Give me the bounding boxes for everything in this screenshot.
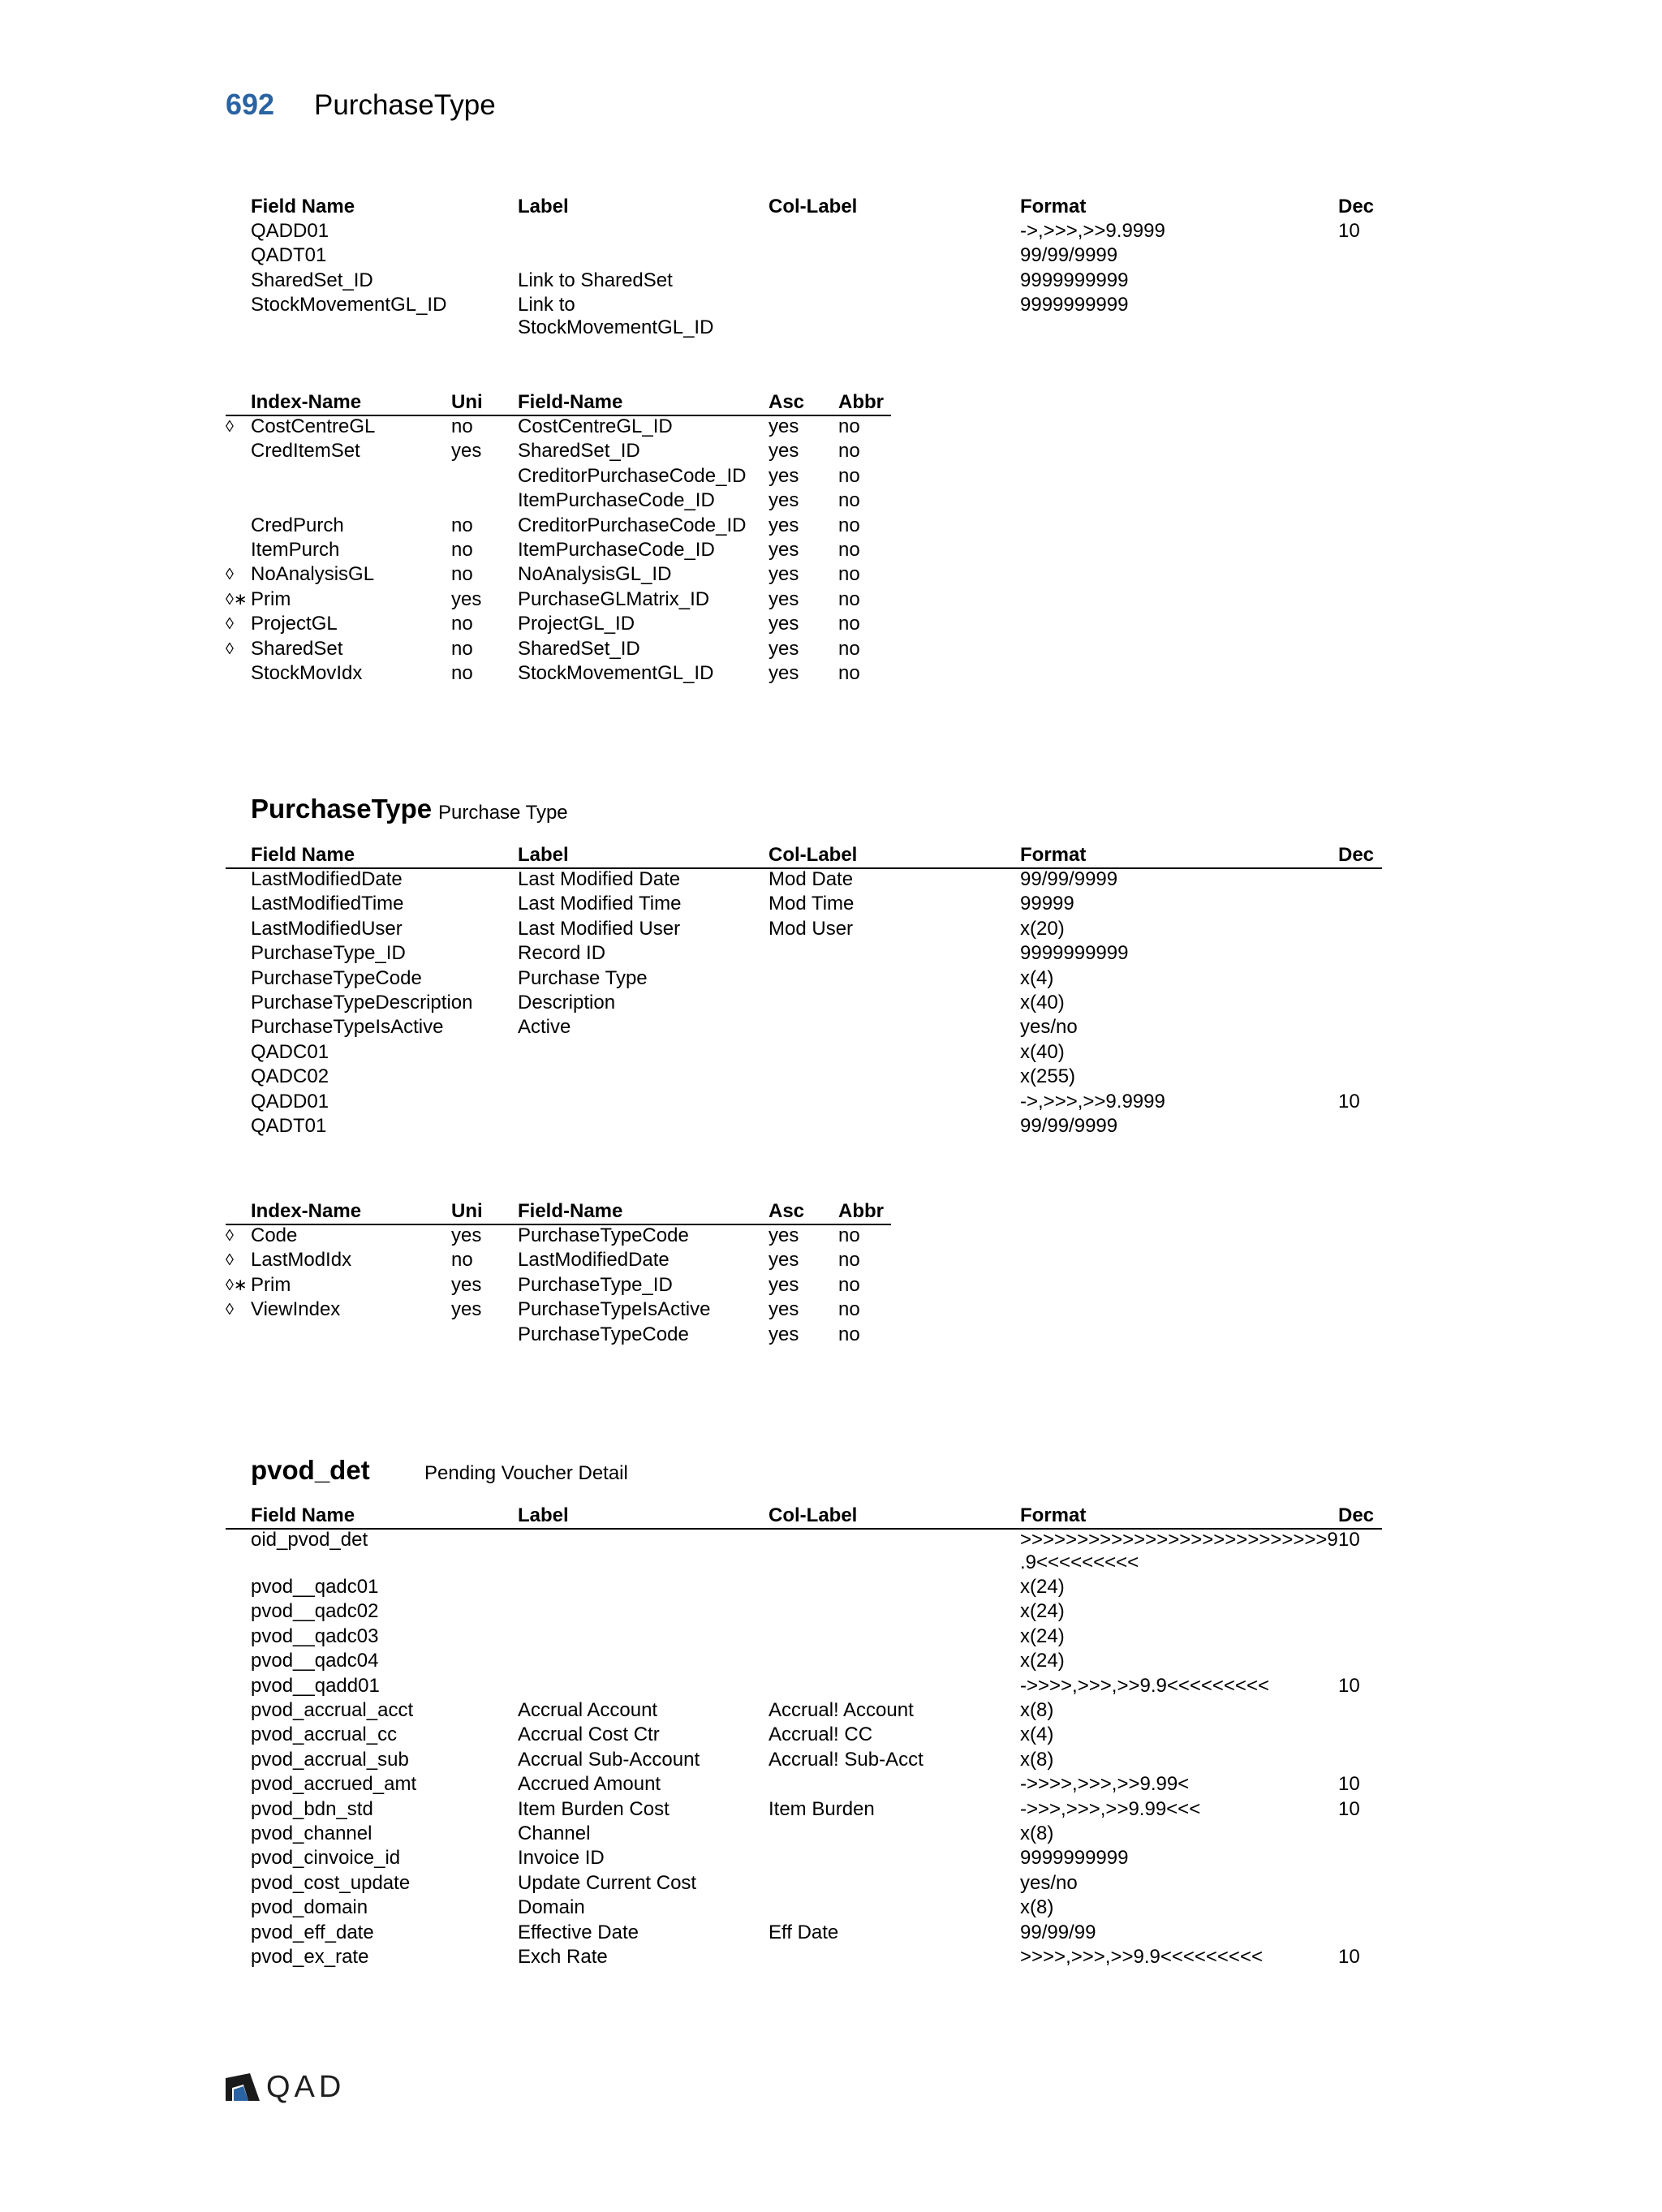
field-name: PurchaseTypeIsActive bbox=[251, 1016, 444, 1039]
field-name: pvod_ex_rate bbox=[251, 1946, 369, 1968]
table-row bbox=[226, 293, 1382, 339]
table-row bbox=[226, 1528, 1382, 1573]
header-col-label: Col-Label bbox=[769, 1504, 858, 1526]
table-row bbox=[226, 966, 1382, 991]
index-abbreviated: no bbox=[838, 489, 860, 512]
field-col-label: Eff Date bbox=[769, 1921, 839, 1943]
field-col-label: Accrual! CC bbox=[769, 1724, 873, 1746]
purchasetype-table-description: Purchase Type bbox=[438, 802, 568, 824]
table-row bbox=[226, 917, 1382, 941]
index-abbreviated: no bbox=[838, 1298, 860, 1321]
field-name: pvod_accrued_amt bbox=[251, 1773, 417, 1796]
field-name: pvod_cost_update bbox=[251, 1871, 411, 1894]
qad-logo-text: QAD bbox=[266, 2070, 346, 2104]
field-label: Invoice ID bbox=[518, 1847, 605, 1870]
field-col-label: Accrual! Sub-Acct bbox=[769, 1748, 924, 1771]
field-decimals: 10 bbox=[1338, 1797, 1360, 1820]
index-field-name: SharedSet_ID bbox=[518, 637, 640, 660]
purchasetype-field-table bbox=[226, 843, 1382, 1143]
table-row bbox=[226, 1698, 1382, 1723]
table-row bbox=[226, 1871, 1382, 1896]
index-marker: ◊∗ bbox=[226, 1276, 248, 1294]
table-row bbox=[226, 1575, 1382, 1599]
index-marker: ◊ bbox=[226, 418, 234, 436]
index-unique: no bbox=[451, 637, 473, 660]
index-row bbox=[226, 488, 891, 513]
header-label: Label bbox=[518, 844, 569, 866]
index-unique: yes bbox=[451, 1224, 482, 1246]
index-ascending: yes bbox=[769, 1273, 799, 1296]
qad-logo bbox=[226, 2070, 346, 2105]
field-label: Channel bbox=[518, 1823, 591, 1844]
index-abbreviated: no bbox=[838, 613, 860, 635]
index-header-name: Index-Name bbox=[251, 391, 362, 413]
field-format: x(24) bbox=[1020, 1625, 1065, 1647]
index-header-field: Field-Name bbox=[518, 391, 623, 413]
index-ascending: yes bbox=[769, 464, 799, 487]
index-abbreviated: no bbox=[838, 415, 860, 437]
field-format: x(8) bbox=[1020, 1896, 1054, 1919]
table-row bbox=[226, 1797, 1382, 1822]
header-format: Format bbox=[1020, 196, 1087, 217]
qad-logo-icon bbox=[226, 2073, 260, 2101]
table-row bbox=[226, 1674, 1382, 1698]
table-row bbox=[226, 1748, 1382, 1772]
header-dec: Dec bbox=[1338, 844, 1375, 866]
index-abbreviated: no bbox=[838, 539, 860, 561]
continued-index-table bbox=[226, 390, 891, 691]
index-field-name: NoAnalysisGL_ID bbox=[518, 563, 672, 586]
index-field-name: PurchaseTypeCode bbox=[518, 1224, 689, 1246]
field-format: x(24) bbox=[1020, 1600, 1065, 1623]
index-ascending: yes bbox=[769, 563, 799, 586]
index-marker: ◊∗ bbox=[226, 590, 248, 609]
field-format: 99/99/9999 bbox=[1020, 244, 1118, 267]
table-row bbox=[226, 991, 1382, 1015]
index-ascending: yes bbox=[769, 637, 799, 660]
field-format: x(8) bbox=[1020, 1823, 1054, 1844]
table-row bbox=[226, 219, 1382, 243]
field-label: Exch Rate bbox=[518, 1946, 608, 1968]
field-name: LastModifiedUser bbox=[251, 917, 403, 940]
table-row bbox=[226, 1896, 1382, 1920]
field-name: QADC02 bbox=[251, 1065, 329, 1088]
field-name: pvod__qadc04 bbox=[251, 1650, 379, 1672]
index-unique: no bbox=[451, 415, 473, 437]
header-col-label: Col-Label bbox=[769, 844, 858, 866]
field-format: >>>>>>>>>>>>>>>>>>>>>>>>>>>9 bbox=[1020, 1529, 1338, 1551]
field-format: ->,>>>,>>9.9999 bbox=[1020, 220, 1165, 242]
field-name: pvod_accrual_acct bbox=[251, 1699, 414, 1721]
purchasetype-table-name: PurchaseType bbox=[251, 794, 433, 824]
index-unique: yes bbox=[451, 1273, 482, 1296]
field-format: 99/99/9999 bbox=[1020, 868, 1118, 890]
index-row bbox=[226, 415, 891, 439]
index-row bbox=[226, 1248, 891, 1272]
page-number: 692 bbox=[226, 88, 275, 121]
field-label: Item Burden Cost bbox=[518, 1797, 670, 1820]
index-field-name: PurchaseTypeIsActive bbox=[518, 1298, 711, 1321]
index-row bbox=[226, 1298, 891, 1322]
index-name: CredPurch bbox=[251, 514, 344, 536]
header-dec: Dec bbox=[1338, 196, 1375, 217]
field-label-cont: StockMovementGL_ID bbox=[518, 316, 714, 339]
index-unique: yes bbox=[451, 587, 482, 610]
index-row bbox=[226, 514, 891, 538]
index-name: Prim bbox=[251, 1273, 291, 1296]
index-abbreviated: no bbox=[838, 1224, 860, 1246]
field-format: 9999999999 bbox=[1020, 294, 1129, 316]
field-format: 99999 bbox=[1020, 893, 1074, 915]
index-ascending: yes bbox=[769, 613, 799, 635]
field-format: ->>>>,>>>,>>9.99< bbox=[1020, 1773, 1190, 1796]
table-row bbox=[226, 1921, 1382, 1945]
field-format: 9999999999 bbox=[1020, 942, 1129, 965]
table-row bbox=[226, 1040, 1382, 1065]
index-field-name: ItemPurchaseCode_ID bbox=[518, 489, 715, 512]
field-name: pvod_channel bbox=[251, 1823, 372, 1844]
index-header-uni: Uni bbox=[451, 1200, 483, 1222]
field-label: Update Current Cost bbox=[518, 1871, 697, 1894]
index-field-name: PurchaseTypeCode bbox=[518, 1323, 689, 1345]
field-name: PurchaseTypeCode bbox=[251, 966, 422, 989]
index-marker: ◊ bbox=[226, 566, 234, 584]
field-label: Accrued Amount bbox=[518, 1773, 661, 1796]
field-format: yes/no bbox=[1020, 1871, 1078, 1894]
index-abbreviated: no bbox=[838, 637, 860, 660]
field-label: Effective Date bbox=[518, 1921, 639, 1943]
table-row bbox=[226, 243, 1382, 268]
index-ascending: yes bbox=[769, 415, 799, 437]
index-ascending: yes bbox=[769, 539, 799, 561]
field-name: PurchaseType_ID bbox=[251, 942, 406, 965]
field-decimals: 10 bbox=[1338, 1674, 1360, 1697]
table-row bbox=[226, 1846, 1382, 1870]
index-row bbox=[226, 562, 891, 587]
index-marker: ◊ bbox=[226, 1227, 234, 1245]
field-label: Accrual Account bbox=[518, 1699, 658, 1721]
purchasetype-index-table bbox=[226, 1199, 891, 1345]
field-label: Record ID bbox=[518, 942, 606, 965]
field-label: Description bbox=[518, 992, 616, 1013]
field-format: yes/no bbox=[1020, 1016, 1078, 1039]
header-label: Label bbox=[518, 196, 569, 217]
field-name: pvod_eff_date bbox=[251, 1921, 374, 1943]
header-format: Format bbox=[1020, 1504, 1087, 1526]
index-abbreviated: no bbox=[838, 1249, 860, 1272]
index-row bbox=[226, 637, 891, 661]
table-row bbox=[226, 941, 1382, 966]
index-marker: ◊ bbox=[226, 615, 234, 634]
field-name: LastModifiedTime bbox=[251, 893, 404, 915]
field-decimals: 10 bbox=[1338, 220, 1360, 242]
field-label: Link to SharedSet bbox=[518, 269, 673, 291]
header-dec: Dec bbox=[1338, 1504, 1375, 1526]
index-abbreviated: no bbox=[838, 1323, 860, 1345]
index-row bbox=[226, 1224, 891, 1248]
index-unique: no bbox=[451, 613, 473, 635]
index-ascending: yes bbox=[769, 514, 799, 536]
table-row bbox=[226, 1015, 1382, 1039]
field-decimals: 10 bbox=[1338, 1946, 1360, 1968]
field-format: ->>>,>>>,>>9.99<<< bbox=[1020, 1797, 1201, 1820]
index-field-name: StockMovementGL_ID bbox=[518, 662, 714, 684]
header-label: Label bbox=[518, 1504, 569, 1526]
index-ascending: yes bbox=[769, 1224, 799, 1246]
field-name: LastModifiedDate bbox=[251, 868, 403, 890]
field-format: 9999999999 bbox=[1020, 269, 1129, 291]
index-header-field: Field-Name bbox=[518, 1200, 623, 1222]
index-field-name: ItemPurchaseCode_ID bbox=[518, 539, 715, 561]
index-field-name: PurchaseType_ID bbox=[518, 1273, 673, 1296]
header-format: Format bbox=[1020, 844, 1087, 866]
index-row bbox=[226, 1273, 891, 1298]
field-decimals: 10 bbox=[1338, 1529, 1360, 1551]
index-abbreviated: no bbox=[838, 514, 860, 536]
header-col-label: Col-Label bbox=[769, 196, 858, 217]
index-unique: no bbox=[451, 563, 473, 586]
field-name: pvod_accrual_sub bbox=[251, 1748, 409, 1771]
header-name: Field Name bbox=[251, 196, 355, 217]
index-ascending: yes bbox=[769, 489, 799, 512]
field-name: pvod_cinvoice_id bbox=[251, 1847, 401, 1870]
field-format: x(255) bbox=[1020, 1065, 1076, 1088]
field-label: Link to bbox=[518, 294, 575, 316]
table-row bbox=[226, 1114, 1382, 1138]
table-row bbox=[226, 269, 1382, 293]
index-ascending: yes bbox=[769, 587, 799, 610]
table-row bbox=[226, 1649, 1382, 1673]
field-name: oid_pvod_det bbox=[251, 1529, 368, 1551]
field-name: StockMovementGL_ID bbox=[251, 294, 447, 316]
index-header-abbr: Abbr bbox=[838, 1200, 884, 1222]
field-label: Accrual Cost Ctr bbox=[518, 1724, 660, 1746]
index-name: LastModIdx bbox=[251, 1249, 352, 1272]
index-field-name: ProjectGL_ID bbox=[518, 613, 635, 635]
index-field-name: PurchaseGLMatrix_ID bbox=[518, 587, 710, 610]
index-name: ProjectGL bbox=[251, 613, 338, 635]
index-unique: no bbox=[451, 539, 473, 561]
index-abbreviated: no bbox=[838, 563, 860, 586]
field-decimals: 10 bbox=[1338, 1090, 1360, 1112]
index-abbreviated: no bbox=[838, 1273, 860, 1296]
index-field-name: CreditorPurchaseCode_ID bbox=[518, 514, 747, 536]
index-marker: ◊ bbox=[226, 1251, 234, 1270]
index-field-name: SharedSet_ID bbox=[518, 440, 640, 463]
field-col-label: Mod Time bbox=[769, 893, 855, 915]
table-row bbox=[226, 1065, 1382, 1089]
index-abbreviated: no bbox=[838, 464, 860, 487]
field-name: pvod__qadc01 bbox=[251, 1576, 379, 1598]
index-unique: no bbox=[451, 662, 473, 684]
index-name: StockMovIdx bbox=[251, 662, 363, 684]
pvod-det-field-table bbox=[226, 1504, 1382, 1974]
index-name: ViewIndex bbox=[251, 1298, 341, 1321]
continued-field-table bbox=[226, 195, 1382, 349]
index-row bbox=[226, 661, 891, 686]
table-row bbox=[226, 1723, 1382, 1747]
index-name: SharedSet bbox=[251, 637, 343, 660]
field-label: Purchase Type bbox=[518, 966, 648, 989]
index-unique: yes bbox=[451, 440, 482, 463]
index-row bbox=[226, 1323, 891, 1347]
field-label: Last Modified Date bbox=[518, 868, 681, 890]
table-row bbox=[226, 1822, 1382, 1846]
field-format: x(24) bbox=[1020, 1576, 1065, 1598]
index-name: NoAnalysisGL bbox=[251, 563, 375, 586]
table-row bbox=[226, 1772, 1382, 1797]
index-marker: ◊ bbox=[226, 639, 234, 658]
index-header-asc: Asc bbox=[769, 391, 805, 413]
index-row bbox=[226, 587, 891, 612]
field-name: PurchaseTypeDescription bbox=[251, 992, 473, 1013]
table-row bbox=[226, 1625, 1382, 1649]
field-decimals: 10 bbox=[1338, 1773, 1360, 1796]
field-format: x(40) bbox=[1020, 1040, 1065, 1063]
field-name: pvod__qadc02 bbox=[251, 1600, 379, 1623]
table-row bbox=[226, 1945, 1382, 1969]
index-name: CredItemSet bbox=[251, 440, 360, 463]
pvod-det-table-description: Pending Voucher Detail bbox=[424, 1462, 628, 1484]
field-format: x(40) bbox=[1020, 992, 1065, 1013]
index-name: ItemPurch bbox=[251, 539, 340, 561]
field-name: pvod__qadd01 bbox=[251, 1674, 380, 1697]
index-header-asc: Asc bbox=[769, 1200, 805, 1222]
index-header-abbr: Abbr bbox=[838, 391, 884, 413]
index-header-name: Index-Name bbox=[251, 1200, 362, 1222]
index-ascending: yes bbox=[769, 440, 799, 463]
field-label: Domain bbox=[518, 1896, 585, 1919]
index-ascending: yes bbox=[769, 1298, 799, 1321]
field-label: Accrual Sub-Account bbox=[518, 1748, 700, 1771]
table-row bbox=[226, 1090, 1382, 1114]
index-row bbox=[226, 439, 891, 463]
index-unique: no bbox=[451, 1249, 473, 1272]
index-abbreviated: no bbox=[838, 662, 860, 684]
field-format: x(4) bbox=[1020, 966, 1054, 989]
field-col-label: Mod Date bbox=[769, 868, 854, 890]
index-abbreviated: no bbox=[838, 440, 860, 463]
index-unique: yes bbox=[451, 1298, 482, 1321]
table-row bbox=[226, 867, 1382, 892]
field-name: pvod_accrual_cc bbox=[251, 1724, 398, 1746]
index-name: Code bbox=[251, 1224, 298, 1246]
index-field-name: LastModifiedDate bbox=[518, 1249, 670, 1272]
field-label: Active bbox=[518, 1016, 571, 1039]
index-marker: ◊ bbox=[226, 1301, 234, 1319]
field-name: QADD01 bbox=[251, 1090, 329, 1112]
index-abbreviated: no bbox=[838, 587, 860, 610]
field-name: pvod__qadc03 bbox=[251, 1625, 379, 1647]
field-col-label: Item Burden bbox=[769, 1797, 875, 1820]
field-format: 99/99/9999 bbox=[1020, 1115, 1118, 1137]
field-name: pvod_bdn_std bbox=[251, 1797, 373, 1820]
index-row bbox=[226, 612, 891, 636]
field-format: x(8) bbox=[1020, 1699, 1054, 1721]
table-row bbox=[226, 1599, 1382, 1624]
index-row bbox=[226, 464, 891, 488]
index-field-name: CreditorPurchaseCode_ID bbox=[518, 464, 747, 487]
field-format: x(20) bbox=[1020, 917, 1065, 940]
field-name: pvod_domain bbox=[251, 1896, 368, 1919]
index-unique: no bbox=[451, 514, 473, 536]
field-name: QADC01 bbox=[251, 1040, 329, 1063]
index-name: CostCentreGL bbox=[251, 415, 376, 437]
field-format: ->>>>,>>>,>>9.9<<<<<<<<< bbox=[1020, 1674, 1269, 1697]
index-ascending: yes bbox=[769, 1249, 799, 1272]
field-name: SharedSet_ID bbox=[251, 269, 373, 291]
header-name: Field Name bbox=[251, 844, 355, 866]
field-label: Last Modified User bbox=[518, 917, 681, 940]
index-header-uni: Uni bbox=[451, 391, 483, 413]
page-header-title: PurchaseType bbox=[314, 89, 496, 121]
header-name: Field Name bbox=[251, 1504, 355, 1526]
field-col-label: Accrual! Account bbox=[769, 1699, 914, 1721]
table-row bbox=[226, 892, 1382, 916]
index-name: Prim bbox=[251, 587, 291, 610]
field-format: >>>>,>>>,>>9.9<<<<<<<<< bbox=[1020, 1946, 1263, 1968]
field-format: x(24) bbox=[1020, 1650, 1065, 1672]
field-format: 9999999999 bbox=[1020, 1847, 1129, 1870]
field-format: 99/99/99 bbox=[1020, 1921, 1096, 1943]
index-field-name: CostCentreGL_ID bbox=[518, 415, 673, 437]
field-name: QADD01 bbox=[251, 220, 329, 242]
index-ascending: yes bbox=[769, 1323, 799, 1345]
field-format-cont: .9<<<<<<<<< bbox=[1020, 1551, 1139, 1573]
pvod-det-table-name: pvod_det bbox=[251, 1455, 370, 1485]
field-label: Last Modified Time bbox=[518, 893, 682, 915]
field-col-label: Mod User bbox=[769, 917, 854, 940]
field-format: x(4) bbox=[1020, 1724, 1054, 1746]
field-format: ->,>>>,>>9.9999 bbox=[1020, 1090, 1165, 1112]
index-ascending: yes bbox=[769, 662, 799, 684]
field-name: QADT01 bbox=[251, 1115, 327, 1137]
index-row bbox=[226, 538, 891, 562]
field-format: x(8) bbox=[1020, 1748, 1054, 1771]
field-name: QADT01 bbox=[251, 244, 327, 267]
